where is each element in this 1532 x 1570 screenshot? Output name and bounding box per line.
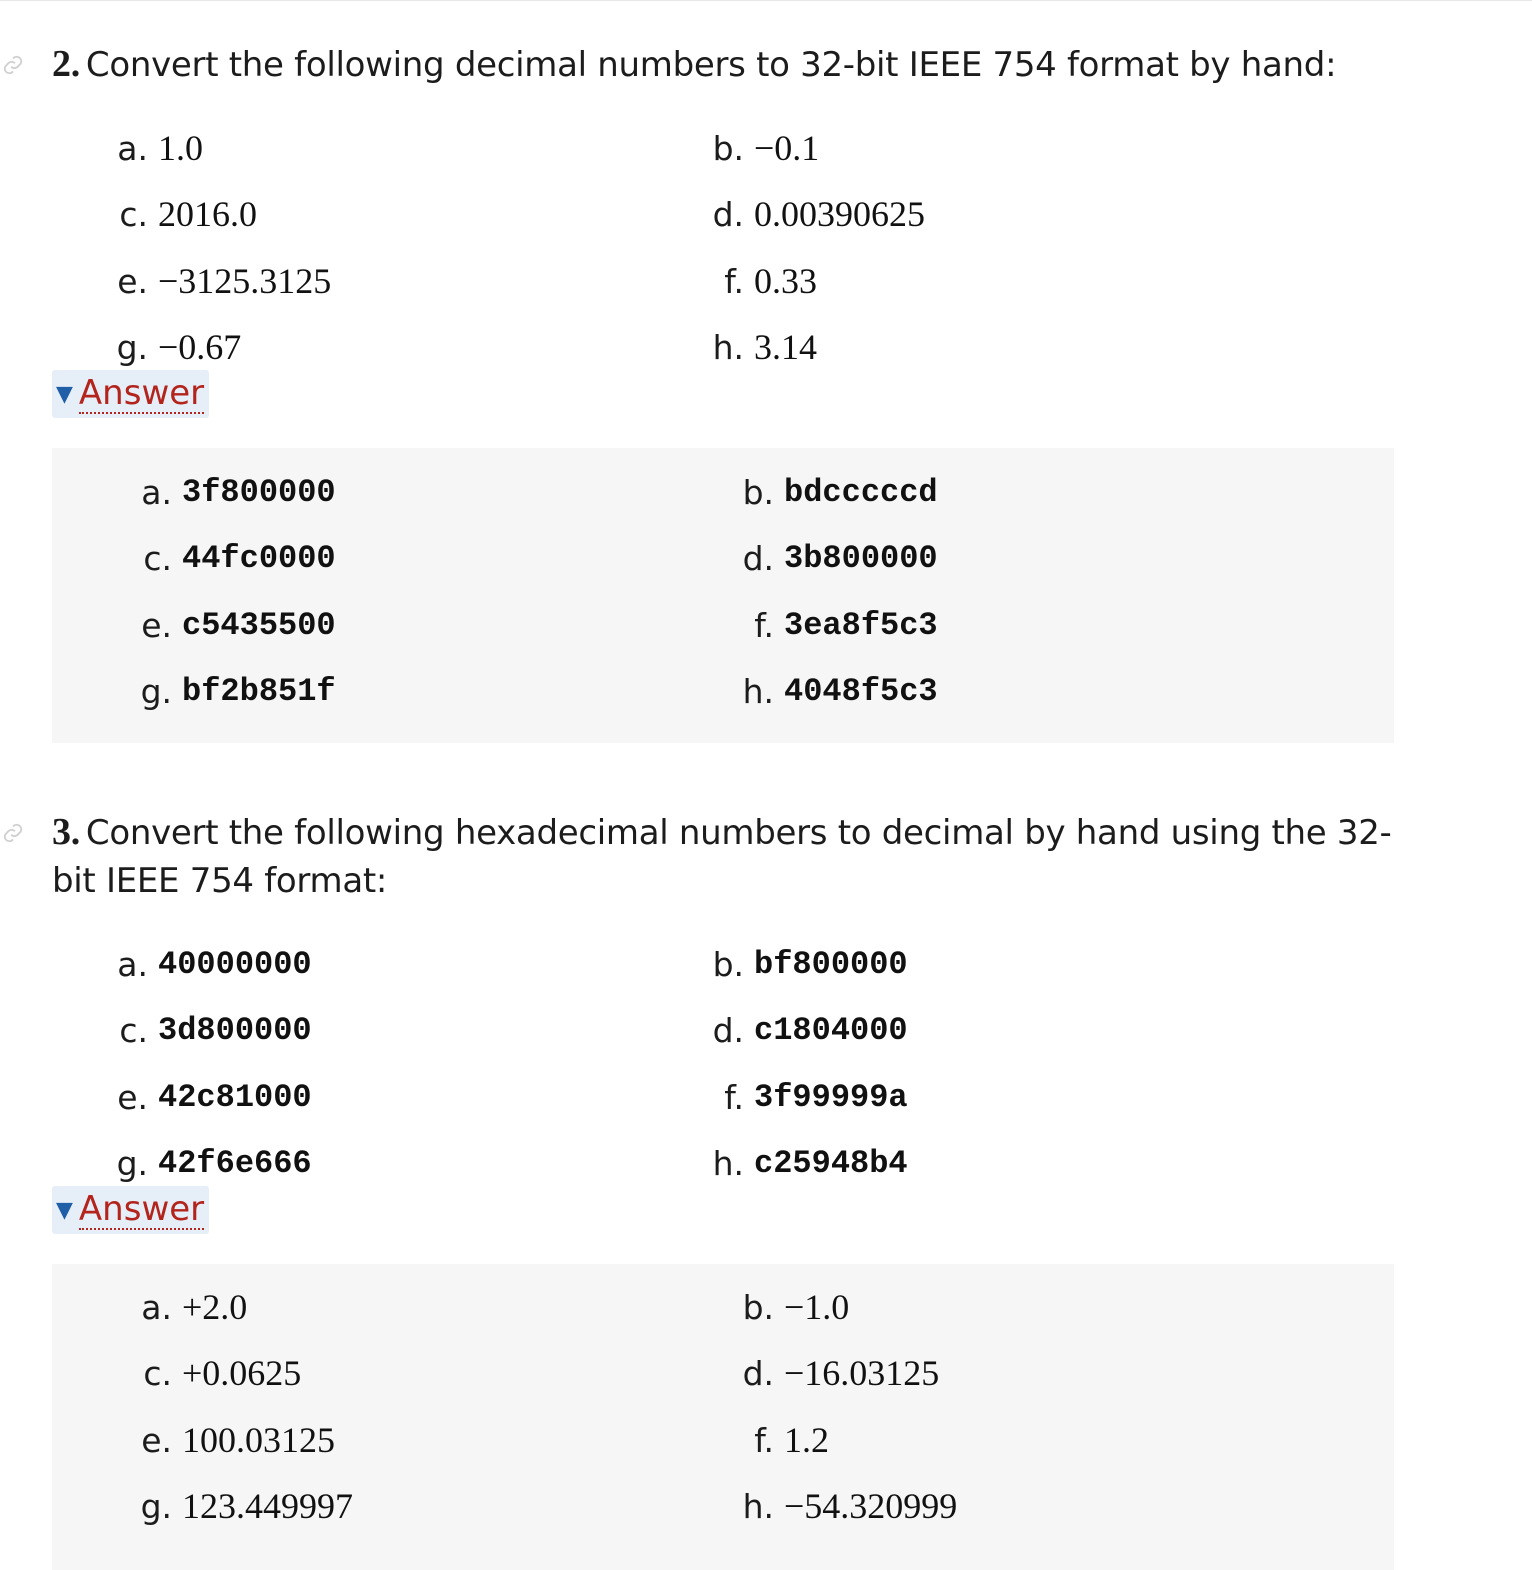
item-value: 3f99999a — [754, 1078, 908, 1116]
item-value: −0.67 — [158, 327, 242, 367]
question-item — [698, 324, 817, 370]
item-label: f. — [754, 1420, 774, 1460]
question-item — [102, 191, 257, 237]
answer-item — [728, 668, 938, 714]
item-label: b. — [712, 128, 744, 168]
item-value: 44fc0000 — [182, 539, 336, 577]
item-label: f. — [754, 605, 774, 645]
item-label: g. — [116, 1143, 148, 1183]
question-item — [698, 258, 817, 304]
item-label: e. — [117, 261, 148, 301]
exercise-number: 3. — [52, 811, 80, 853]
question-item — [102, 324, 241, 370]
answer-panel — [52, 1264, 1394, 1570]
item-label: f. — [724, 261, 744, 301]
item-value: 100.03125 — [182, 1420, 335, 1460]
question-item — [102, 258, 331, 304]
link-icon[interactable] — [2, 822, 24, 844]
item-value: bf800000 — [754, 945, 908, 983]
answer-toggle[interactable] — [52, 370, 209, 418]
item-value: 1.0 — [158, 128, 203, 168]
question-item — [698, 1007, 908, 1053]
item-value: bdcccccd — [784, 473, 938, 511]
answer-item — [126, 602, 336, 648]
item-label: c. — [143, 1353, 172, 1393]
answer-item — [728, 1350, 939, 1396]
answer-item — [728, 1483, 957, 1529]
exercise-3 — [52, 808, 1402, 1526]
item-label: b. — [712, 944, 744, 984]
item-label: h. — [742, 671, 774, 711]
item-label: h. — [712, 327, 744, 367]
item-value: 3d800000 — [158, 1011, 312, 1049]
item-value: 42f6e666 — [158, 1144, 312, 1182]
item-label: h. — [742, 1486, 774, 1526]
item-value: 3b800000 — [784, 539, 938, 577]
question-item — [102, 1007, 312, 1053]
item-label: a. — [141, 1287, 172, 1327]
answer-item — [728, 1284, 849, 1330]
answer-item — [126, 1350, 301, 1396]
item-label: d. — [742, 1353, 774, 1393]
question-item — [698, 125, 819, 171]
answer-item — [126, 1417, 335, 1463]
item-value: +0.0625 — [182, 1353, 302, 1393]
top-divider — [0, 0, 1532, 1]
exercise-3-prompt — [52, 808, 1402, 905]
triangle-down-icon: ▼ — [56, 381, 73, 407]
item-label: b. — [742, 472, 774, 512]
item-label: a. — [117, 944, 148, 984]
item-value: c1804000 — [754, 1011, 908, 1049]
question-item — [102, 941, 312, 987]
item-value: 42c81000 — [158, 1078, 312, 1116]
item-value: +2.0 — [182, 1287, 248, 1327]
item-value: 4048f5c3 — [784, 672, 938, 710]
exercise-2-prompt — [52, 40, 1452, 89]
question-item — [102, 1074, 312, 1120]
answer-item — [126, 1483, 353, 1529]
item-value: −3125.3125 — [158, 261, 332, 301]
item-label: g. — [116, 327, 148, 367]
answer-toggle-label: Answer — [78, 1189, 205, 1229]
item-label: e. — [141, 1420, 172, 1460]
question-item — [698, 1140, 908, 1186]
item-value: 1.2 — [784, 1420, 829, 1460]
item-value: 3f800000 — [182, 473, 336, 511]
answer-item — [728, 535, 938, 581]
item-label: f. — [724, 1077, 744, 1117]
item-label: a. — [117, 128, 148, 168]
item-label: h. — [712, 1143, 744, 1183]
item-label: d. — [712, 194, 744, 234]
answer-item — [126, 1284, 247, 1330]
link-icon[interactable] — [2, 54, 24, 76]
answer-item — [728, 602, 938, 648]
item-value: 3.14 — [754, 327, 817, 367]
question-item — [102, 125, 203, 171]
item-label: e. — [117, 1077, 148, 1117]
item-value: −54.320999 — [784, 1486, 958, 1526]
answer-item — [126, 535, 336, 581]
item-label: e. — [141, 605, 172, 645]
item-value: bf2b851f — [182, 672, 336, 710]
item-value: −16.03125 — [784, 1353, 940, 1393]
item-value: 0.33 — [754, 261, 817, 301]
question-item — [102, 1140, 312, 1186]
item-label: g. — [140, 671, 172, 711]
item-label: g. — [140, 1486, 172, 1526]
item-value: 2016.0 — [158, 194, 257, 234]
answer-panel — [52, 448, 1394, 743]
item-value: 40000000 — [158, 945, 312, 983]
exercise-2 — [52, 40, 1452, 711]
answer-item — [728, 1417, 829, 1463]
item-label: a. — [141, 472, 172, 512]
question-item — [698, 191, 925, 237]
item-value: −0.1 — [754, 128, 820, 168]
prompt-text: Convert the following decimal numbers to 32-bit IEEE 754 format by hand: — [85, 45, 1337, 85]
exercise-number: 2. — [52, 43, 80, 85]
answer-item — [126, 469, 336, 515]
item-label: b. — [742, 1287, 774, 1327]
prompt-text: Convert the following hexadecimal numbers to decimal by hand using the 32-bit IEEE 754 format: — [52, 813, 1392, 901]
item-value: c25948b4 — [754, 1144, 908, 1182]
item-value: 0.00390625 — [754, 194, 925, 234]
question-item — [698, 941, 908, 987]
item-label: d. — [742, 538, 774, 578]
item-value: 123.449997 — [182, 1486, 353, 1526]
item-value: −1.0 — [784, 1287, 850, 1327]
answer-toggle-label: Answer — [78, 373, 205, 413]
item-value: 3ea8f5c3 — [784, 606, 938, 644]
triangle-down-icon: ▼ — [56, 1197, 73, 1223]
answer-item — [126, 668, 336, 714]
answer-toggle[interactable] — [52, 1186, 209, 1234]
item-label: c. — [119, 1010, 148, 1050]
answer-item — [728, 469, 938, 515]
question-item — [698, 1074, 908, 1120]
item-label: c. — [143, 538, 172, 578]
item-label: c. — [119, 194, 148, 234]
item-label: d. — [712, 1010, 744, 1050]
item-value: c5435500 — [182, 606, 336, 644]
